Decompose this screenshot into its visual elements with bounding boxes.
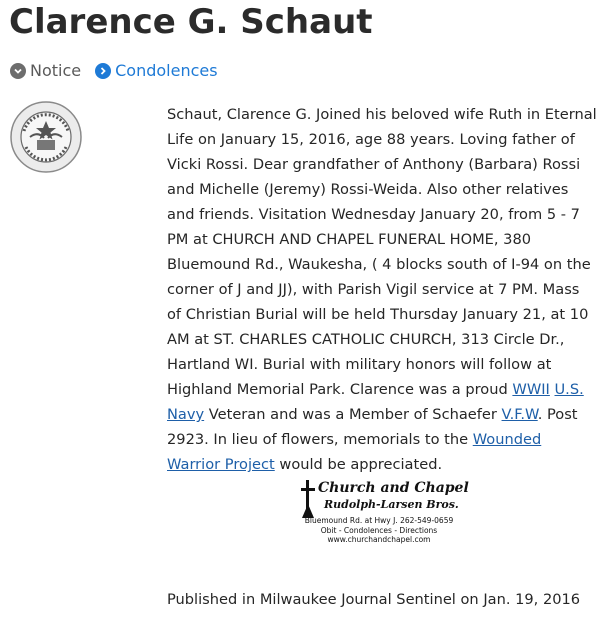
link-vfw[interactable]: V.F.W (501, 406, 538, 423)
tab-notice[interactable] (10, 61, 81, 80)
ad-funeral-home-subname: Rudolph-Larsen Bros. (324, 498, 459, 511)
tab-condolences-label: Condolences (115, 61, 218, 80)
obituary-text-part: would be appreciated. (274, 456, 443, 473)
chevron-down-icon (10, 63, 26, 79)
obituary-text-part: Veteran and was a Member of Schaefer (204, 406, 502, 423)
link-wwii[interactable]: WWII (512, 381, 550, 398)
ad-website: www.churchandchapel.com (327, 535, 431, 544)
obituary-name: Clarence G. Schaut (9, 2, 373, 42)
chapel-logo-icon (300, 480, 316, 518)
obituary-text (167, 102, 597, 477)
us-navy-emblem (10, 101, 82, 173)
tab-condolences[interactable] (95, 61, 217, 80)
ad-funeral-home-name: Church and Chapel (318, 480, 469, 496)
obituary-text-part: . Post 2923. In lieu of flowers, memorials to the (167, 406, 578, 448)
obituary-tabs (10, 61, 218, 80)
published-line: Published in Milwaukee Journal Sentinel on Jan. 19, 2016 (167, 591, 581, 608)
chevron-right-icon (95, 63, 111, 79)
funeral-home-ad[interactable] (296, 478, 469, 548)
obituary-text-part: Schaut, Clarence G. Joined his beloved wife Ruth in Eternal Life on January 15, 2016, age 88 years. Loving father of Vicki Rossi. Dear grandfather of Anthony (Barbara) Rossi and Michelle (Jeremy) Rossi-Weida. Also other relatives and friends. Visitation Wednesday January 20, from 5 - 7 PM at CHURCH AND CHAPEL FUNERAL HOME, 380 Bluemound Rd., Waukesha, ( 4 blocks south of I-94 on the corner of J and JJ), with Parish Vigil service at 7 PM. Mass of Christian Burial will be held Thursday January 21, at 10 AM at ST. CHARLES CATHOLIC CHURCH, 313 Circle Dr., Hartland WI. Burial with military honors will follow at Highland Memorial Park. Clarence was a proud (167, 106, 597, 398)
tab-notice-label: Notice (30, 61, 82, 80)
ad-address: Bluemound Rd. at Hwy J. 262-549-0659 (304, 516, 454, 525)
link-wounded-warrior-project[interactable]: Wounded Warrior Project (167, 431, 542, 473)
link-us-navy[interactable]: U.S. Navy (167, 381, 584, 423)
ad-services: Obit - Condolences - Directions (320, 526, 438, 535)
